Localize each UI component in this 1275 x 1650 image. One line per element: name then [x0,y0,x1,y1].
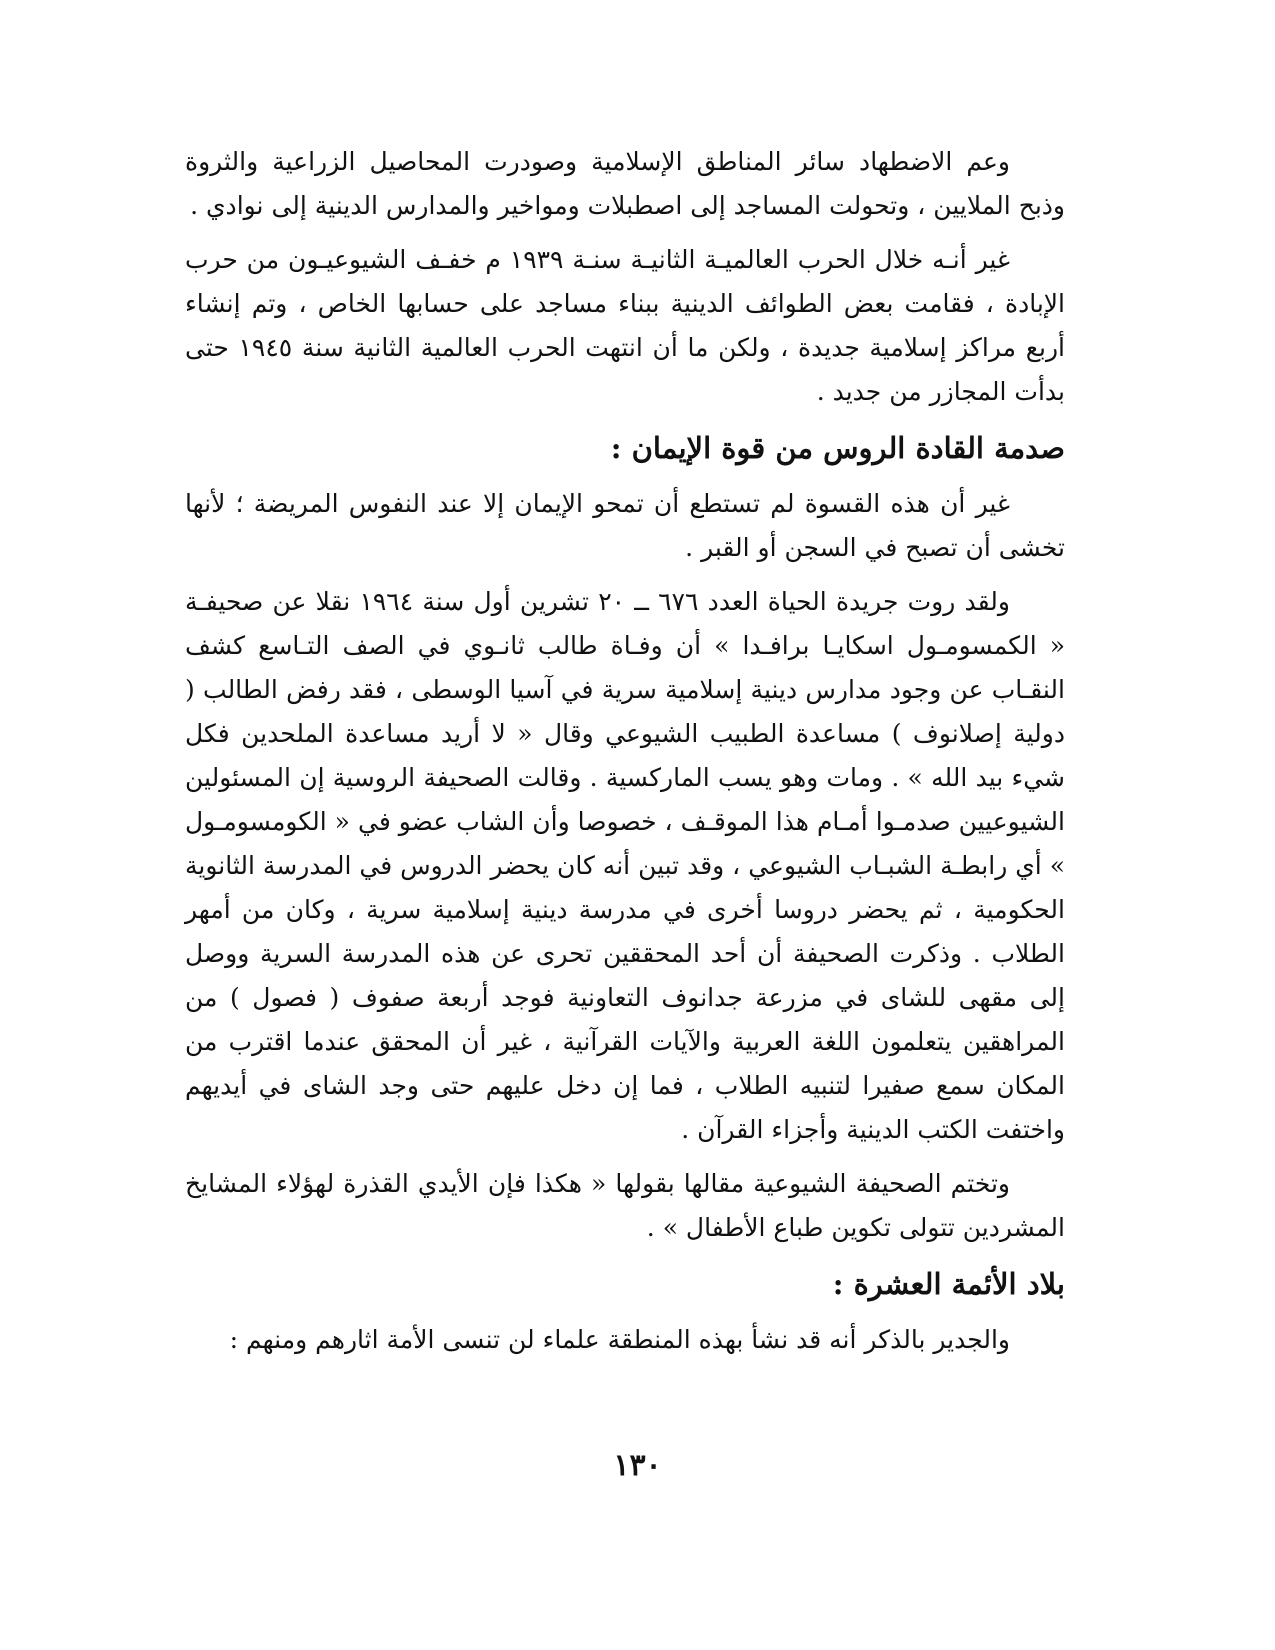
paragraph-newspaper-conclusion: وتختم الصحيفة الشيوعية مقالها بقولها « هكذا فإن الأيدي القذرة لهؤلاء المشايخ المشردين تتولى تكوين طباع الأطفال » . [185,1169,1065,1242]
section-heading-imams: بلاد الأئمة العشرة : [832,1267,1065,1301]
paragraph-scholars: والجدير بالذكر أنه قد نشأ بهذه المنطقة علماء لن تنسى الأمة اثارهم ومنهم : [229,1325,1010,1354]
paragraph-persecution: وعم الاضطهاد سائر المناطق الإسلامية وصودرت المحاصيل الزراعية والثروة وذبح الملايين ، وتحولت المساجد إلى اصطبلات ومواخير والمدارس الدينية إلى نوادي . [185,147,1065,220]
section-heading-shock: صدمة القادة الروس من قوة الإيمان : [610,431,1065,465]
body-text [185,140,1065,1372]
paragraph-newspaper-report: ولقد روت جريدة الحياة العدد ٦٧٦ ــ ٢٠ تشرين أول سنة ١٩٦٤ نقلا عن صحيفـة « الكمسومـول اسكايـا برافـدا » أن وفـاة طالب ثانـوي في الصف التـاسع كشف النقـاب عن وجود مدارس دينية إسلامية سرية في آسيا الوسطى ، فقد رفض الطالب ( دولية إصلانوف ) مساعدة الطبيب الشيوعي وقال « لا أريد مساعدة الملحدين فكل شيء بيد الله » . ومات وهو يسب الماركسية . وقالت الصحيفة الروسية إن المسئولين الشيوعيين صدمـوا أمـام هذا الموقـف ، خصوصا وأن الشاب عضو في « الكومسومـول » أي رابطـة الشبـاب الشيوعي ، وقد تبين أنه كان يحضر الدروس في المدرسة الثانوية الحكومية ، ثم يحضر دروسا أخرى في مدرسة دينية إسلامية سرية ، وكان من أمهر الطلاب . وذكرت الصحيفة أن أحد المحققين تحرى عن هذه المدرسة السرية ووصل إلى مقهى للشاى في مزرعة جدانوف التعاونية فوجد أربعة صفوف ( فصول ) من المراهقين يتعلمون اللغة العربية والآيات القرآنية ، غير أن المحقق عندما اقترب من المكان سمع صفيرا لتنبيه الطلاب ، فما إن دخل عليهم حتى وجد الشاى في أيديهم واختفت الكتب الدينية وأجزاء القرآن . [185,587,1065,1144]
page-number: ١٣٠ [613,1448,662,1483]
paragraph-world-war: غير أنـه خلال الحرب العالميـة الثانيـة سنـة ١٩٣٩ م خفـف الشيوعيـون من حرب الإبادة ، فقامت بعض الطوائف الدينية ببناء مساجد على حسابها الخاص ، وتم إنشاء أربع مراكز إسلامية جديدة ، ولكن ما أن انتهت الحرب العالمية الثانية سنة ١٩٤٥ حتى بدأت المجازر من جديد . [185,245,1065,406]
paragraph-faith: غير أن هذه القسوة لم تستطع أن تمحو الإيمان إلا عند النفوس المريضة ؛ لأنها تخشى أن تصبح في السجن أو القبر . [185,489,1065,562]
